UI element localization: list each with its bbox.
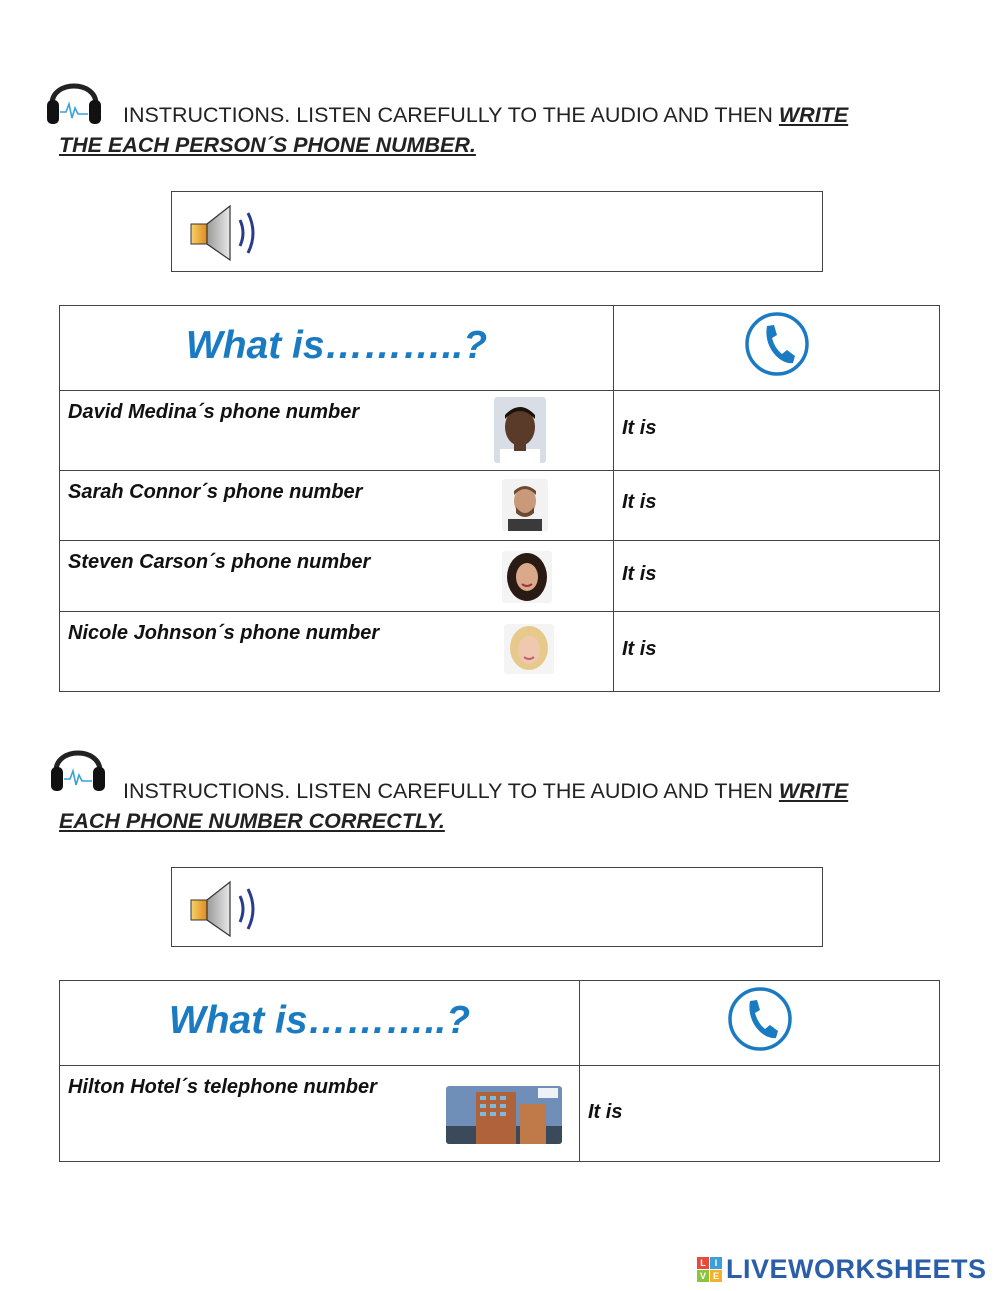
answer-text: It is [622,417,657,439]
answer-text: It is [622,563,657,585]
logo-mark-letter: I [710,1257,722,1269]
person-photo [502,551,552,603]
answer-text: It is [622,638,657,660]
instructions-1-emph-b: THE EACH PERSON´S PHONE NUMBER. [59,133,476,157]
header-question-cell [60,306,614,391]
instructions-2-emph-a: WRITE [778,779,849,803]
audio-player-2[interactable] [171,867,823,947]
row-label: Sarah Connor´s phone number [68,481,363,503]
logo-mark-letter: E [710,1270,722,1282]
answer-cell[interactable] [614,471,940,541]
logo-mark [697,1257,722,1282]
answer-cell[interactable] [580,1066,940,1162]
row-label: Steven Carson´s phone number [68,551,371,573]
audio-player-1[interactable] [171,191,823,272]
liveworksheets-logo [697,1254,987,1285]
person-photo [504,624,554,674]
answer-text: It is [622,491,657,513]
header-question-cell [60,981,580,1066]
header-phone-cell [580,981,940,1066]
person-photo [494,397,546,463]
header-question: What is………..? [168,999,471,1042]
answer-cell[interactable] [614,391,940,471]
instructions-2-emph-b: EACH PHONE NUMBER CORRECTLY. [59,809,445,833]
header-question: What is………..? [185,324,488,367]
row-label: David Medina´s phone number [68,401,360,423]
instructions-2-text: INSTRUCTIONS. LISTEN CAREFULLY TO THE AUDIO AND THEN [123,779,779,803]
table-row [60,541,614,612]
hotel-photo [446,1086,562,1144]
logo-text: LIVEWORKSHEETS [726,1254,987,1284]
table-row [60,612,614,692]
instructions-1-emph-a: WRITE [778,103,849,127]
logo-mark-letter: L [697,1257,709,1269]
instructions-1 [59,100,939,160]
table-row [60,471,614,541]
phone-table-2 [59,980,940,1162]
speaker-icon[interactable] [188,876,264,940]
table-row [60,1066,580,1162]
logo-mark-letter: V [697,1270,709,1282]
row-label: Hilton Hotel´s telephone number [68,1076,377,1098]
phone-icon [743,310,811,378]
answer-cell[interactable] [614,612,940,692]
phone-icon [726,985,794,1053]
instructions-1-text: INSTRUCTIONS. LISTEN CAREFULLY TO THE AUDIO AND THEN [123,103,779,127]
speaker-icon[interactable] [188,200,264,264]
row-label: Nicole Johnson´s phone number [68,622,380,644]
answer-cell[interactable] [614,541,940,612]
person-photo [502,479,548,531]
phone-table-1 [59,305,940,692]
instructions-2 [59,776,939,836]
table-row [60,391,614,471]
answer-text: It is [588,1101,623,1123]
header-phone-cell [614,306,940,391]
